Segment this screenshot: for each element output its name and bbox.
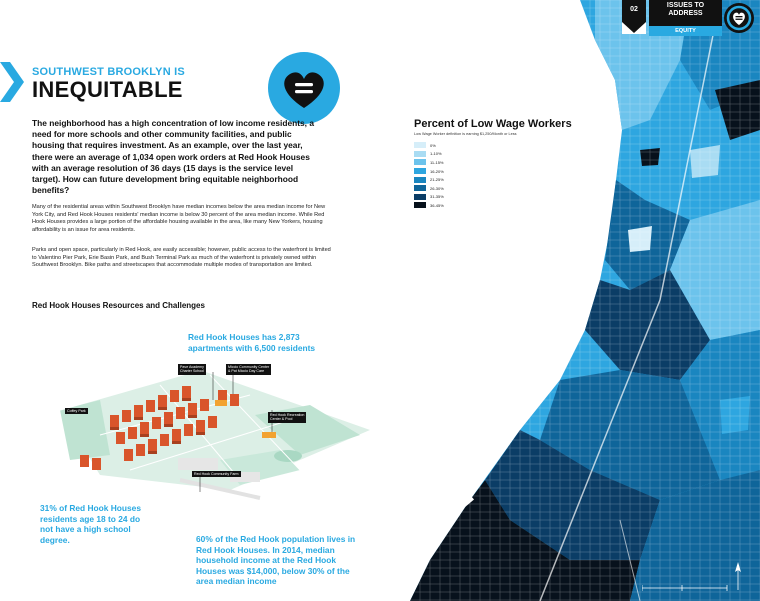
legend-label: 0% [430, 142, 436, 148]
legend-item [414, 175, 572, 184]
red-hook-houses-illustration [40, 360, 370, 510]
body-paragraph-parks: Parks and open space, particularly in Red Hook, are easily accessible; however, public access to the waterfront is limited to Valentino Pier Park, Erie Basin Park, and Bush Terminal Park as much of the waterfront is privately owned within Southwest Brooklyn. Bike paths and streetscapes that accommodate multiple modes of transportation are limited. [32, 247, 331, 269]
legend-subtitle: Low Wage Worker definition is earning $1,250/Month or Less [414, 132, 517, 136]
label-miccio-center: Miccio Community Center & Pat Miccio Day Care [228, 365, 270, 374]
label-pave-academy: Pave Academy Charter School [180, 365, 204, 374]
section-tab-title: ISSUES TO ADDRESS [649, 0, 722, 26]
legend-label: 11-15% [430, 159, 444, 165]
legend-item [414, 150, 572, 159]
heart-equals-icon [268, 52, 340, 124]
legend-swatch [414, 194, 426, 200]
legend-label: 31-35% [430, 194, 444, 200]
legend-title: Percent of Low Wage Workers [414, 118, 572, 130]
map-legend [414, 118, 572, 210]
legend-item [414, 193, 572, 202]
heart-equals-small-icon [724, 3, 754, 33]
legend-swatch [414, 185, 426, 191]
callout-income: 60% of the Red Hook population lives in Red Hook Houses. In 2014, median household income at the Red Hook Houses was $14,000, below 30% of the area median income [196, 534, 356, 587]
label-coffey-park: Coffey Park [67, 409, 86, 413]
legend-swatch [414, 142, 426, 148]
legend-item [414, 184, 572, 193]
legend-item [414, 158, 572, 167]
callout-apartments: Red Hook Houses has 2,873 apartments with 6,500 residents [188, 332, 316, 353]
section-tab-category: EQUITY [649, 26, 722, 36]
legend-swatch [414, 168, 426, 174]
section-title: Red Hook Houses Resources and Challenges [32, 301, 205, 310]
legend-label: 21-25% [430, 177, 444, 183]
legend-item [414, 167, 572, 176]
legend-swatch [414, 177, 426, 183]
headline-kicker: SOUTHWEST BROOKLYN IS [32, 66, 185, 78]
low-wage-workers-map [390, 0, 760, 601]
legend-item [414, 201, 572, 210]
legend-item [414, 141, 572, 150]
callout-education: 31% of Red Hook Houses residents age 18 to 24 do not have a high school degree. [40, 503, 141, 545]
page-number-tab [622, 0, 646, 33]
legend-swatch [414, 159, 426, 165]
legend-label: 16-20% [430, 168, 444, 174]
page-title: INEQUITABLE [32, 77, 183, 102]
body-paragraph-income: Many of the residential areas within Southwest Brooklyn have median incomes below the area median income for New York City, and Red Hook Houses residents' median income is below 30 percent of the area median income. While Red Hook Houses provides a large portion of the affordable housing available in the area, like many New Yorkers, housing affordability is an issue for area residents. [32, 204, 326, 233]
label-recreation-center: Red Hook Recreation Center & Pool [270, 413, 305, 422]
chevron-right-icon [0, 62, 24, 102]
page-number: 02 [630, 6, 638, 13]
legend-swatch [414, 151, 426, 157]
label-community-farm: Red Hook Community Farm [194, 472, 239, 476]
legend-swatch [414, 202, 426, 208]
north-arrow-icon [642, 560, 742, 595]
legend-label: 36-45% [430, 202, 444, 208]
intro-paragraph: The neighborhood has a high concentration of low income residents, a need for more schools and other community facilities, and public housing that requires investment. As an example, over the last year, there were an average of 1,034 open work orders at Red Hook Houses with an average resolution of 36 days (15 days is the service level target). How can future development bring equitable neighborhood benefits? [32, 118, 314, 196]
legend-label: 26-30% [430, 185, 444, 191]
legend-label: 1-10% [430, 151, 442, 157]
